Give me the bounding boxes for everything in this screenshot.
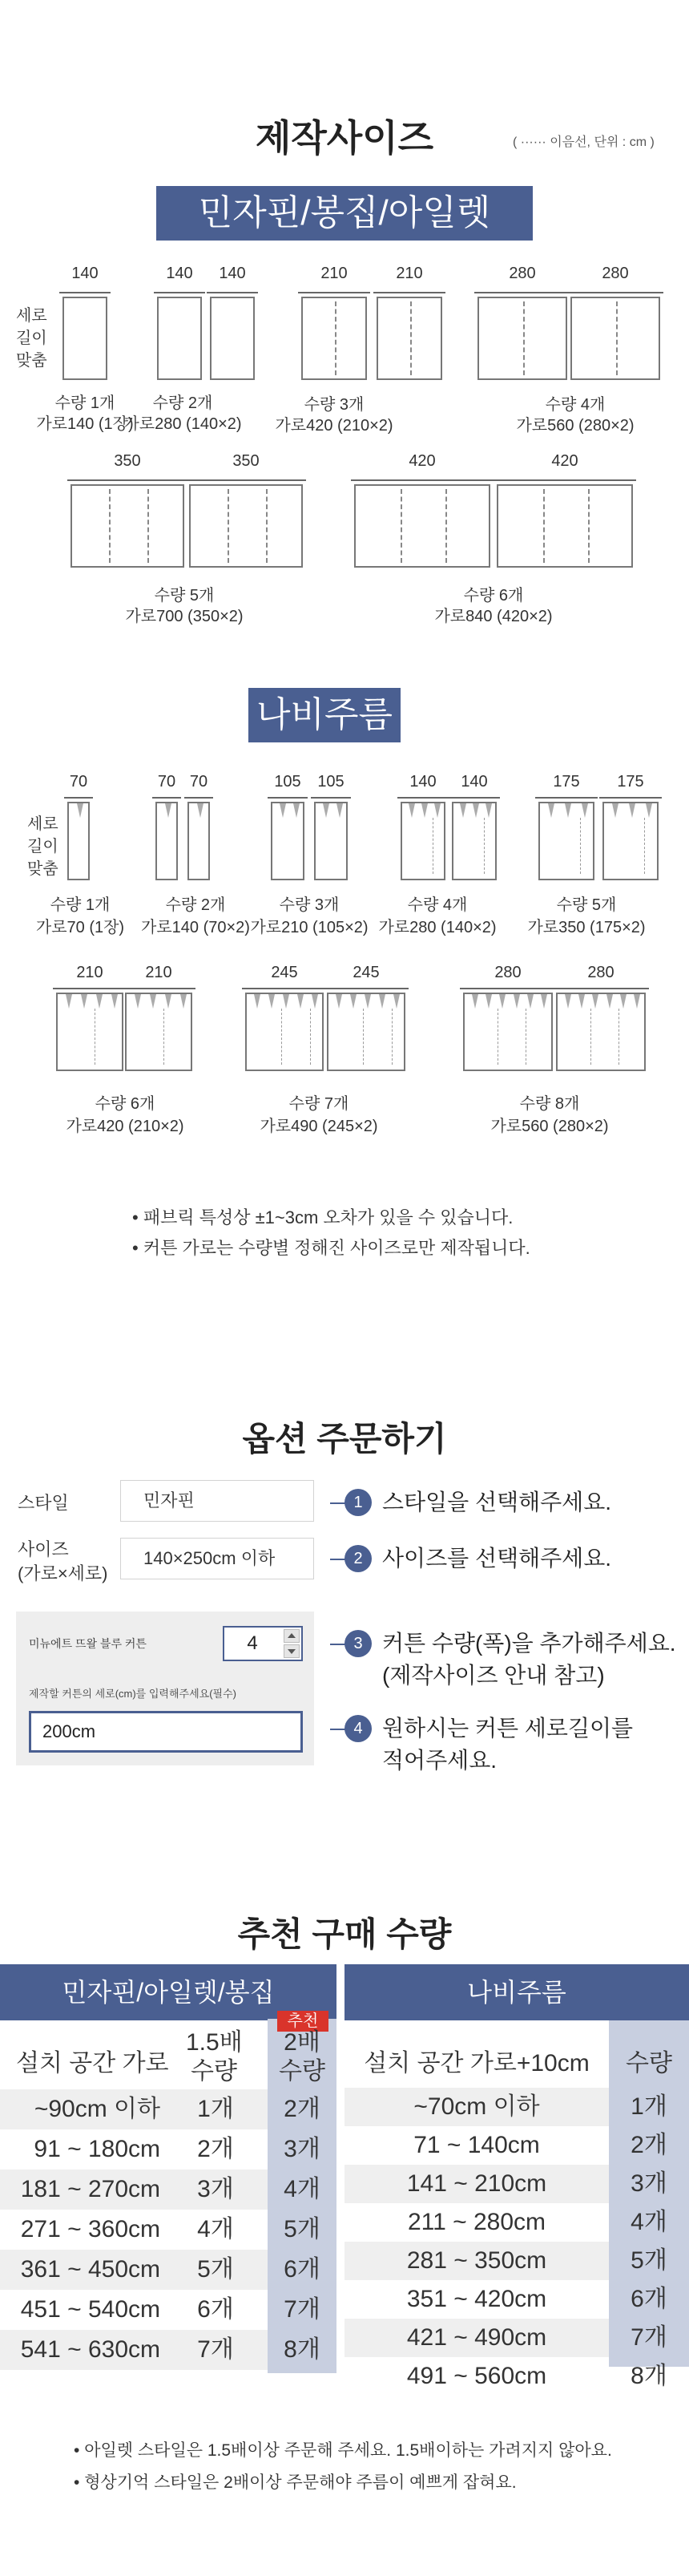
right-table-header: 나비주름 [344, 1964, 689, 2020]
panel-width-label: 280 [509, 265, 536, 282]
qty-caption: 수량 5개 [556, 896, 617, 914]
curtain-panel [570, 297, 660, 380]
panel-width-label: 210 [320, 265, 348, 282]
qty-caption: 수량 4개 [407, 896, 468, 914]
qty-cell: 2개 [197, 2136, 234, 2162]
qty-caption: 수량 1개 [54, 394, 115, 412]
seam-line [616, 301, 618, 375]
step-2-badge: 2 [344, 1545, 372, 1572]
table-row [0, 2290, 336, 2330]
qty-cell: 3개 [284, 2136, 320, 2162]
curtain-rod [449, 797, 500, 799]
qty-cell: 8개 [631, 2363, 667, 2389]
curtain-panel [245, 993, 324, 1071]
curtain-rod [64, 797, 93, 799]
curtain-rod [59, 292, 111, 293]
curtain-panel [62, 297, 107, 380]
pleat-mark [565, 994, 571, 1009]
qty-caption: 수량 6개 [463, 587, 524, 605]
qty-cell: 1개 [631, 2093, 667, 2120]
pleat-mark [434, 803, 441, 818]
pleat-mark [629, 803, 635, 818]
qty-cell: 5개 [284, 2216, 320, 2242]
qty-caption: 수량 4개 [545, 396, 606, 414]
curtain-rod [351, 479, 494, 481]
pleat-mark [514, 994, 520, 1009]
total-caption: 가로560 (280×2) [516, 417, 635, 435]
space-range-cell: 271 ~ 360cm [20, 2216, 160, 2242]
step-4-text: 원하시는 커튼 세로길이를 적어주세요. [382, 1716, 634, 1773]
pleat-mark [565, 803, 571, 818]
nabi-side-label: 세로 길이 맞춤 [27, 815, 58, 878]
seam-line [445, 489, 447, 563]
pleat-mark [150, 994, 156, 1009]
step-1-badge: 1 [344, 1489, 372, 1516]
seam-line [580, 818, 581, 874]
left-col-2x: 2배 수량 [279, 2029, 325, 2085]
space-range-cell: 141 ~ 210cm [406, 2170, 547, 2197]
space-range-cell: 351 ~ 420cm [406, 2286, 547, 2312]
total-caption: 가로840 (420×2) [434, 608, 553, 625]
total-caption: 가로210 (105×2) [250, 919, 369, 936]
curtain-panel [71, 484, 184, 568]
curtain-rod [460, 988, 556, 989]
qty-cell: 7개 [284, 2296, 320, 2323]
recommend-title: 추천 구매 수량 [237, 1915, 452, 1953]
step-3-text: 커튼 수량(폭)을 추가해주세요. (제작사이즈 안내 참고) [382, 1631, 676, 1688]
panel-width-label: 70 [69, 773, 88, 791]
size-select[interactable]: 140×250cm 이하 [120, 1538, 314, 1579]
space-range-cell: ~90cm 이하 [34, 2096, 160, 2122]
pleat-mark [472, 994, 478, 1009]
pleat-mark [460, 803, 466, 818]
recommend-note-2: • 형상기억 스타일은 2배이상 주문해야 주름이 예쁘게 잡혀요. [74, 2473, 517, 2492]
total-caption: 가로70 (1장) [35, 919, 125, 936]
seam-line [163, 1009, 164, 1065]
qty-cell: 8개 [284, 2336, 320, 2363]
step-2-text: 사이즈를 선택해주세요. [382, 1546, 612, 1571]
table-row [0, 2129, 336, 2170]
seam-line [310, 1009, 311, 1065]
seam-line [228, 489, 229, 563]
curtain-rod [311, 797, 351, 799]
total-caption: 가로140 (70×2) [141, 919, 250, 936]
panel-width-label: 420 [551, 452, 578, 470]
qty-cell: 4개 [631, 2209, 667, 2235]
curtain-rod [268, 797, 308, 799]
table-row [344, 2357, 689, 2396]
curtain-rod [152, 797, 181, 799]
table-row [344, 2242, 689, 2280]
curtain-rod [599, 797, 662, 799]
minja-side-label: 세로 길이 맞춤 [16, 307, 47, 370]
qty-decrease-button[interactable] [284, 1644, 300, 1658]
left-table-header: 민자핀/아일렛/봉집 [0, 1964, 336, 2020]
space-range-cell: 281 ~ 350cm [406, 2247, 547, 2274]
qty-cell: 2개 [284, 2096, 320, 2122]
curtain-rod [397, 797, 449, 799]
panel-width-label: 280 [494, 964, 522, 981]
qty-cell: 4개 [197, 2216, 234, 2242]
seam-line [644, 818, 645, 874]
seam-line [335, 301, 336, 375]
table-row [0, 2330, 336, 2370]
left-col-space: 설치 공간 가로 [16, 2050, 169, 2077]
panel-width-label: 245 [271, 964, 298, 981]
pleat-mark [96, 994, 103, 1009]
panel-width-label: 420 [409, 452, 436, 470]
table-row [344, 2203, 689, 2242]
table-row [0, 2170, 336, 2210]
panel-width-label: 70 [157, 773, 176, 791]
nabi-note-2: • 커튼 가로는 수량별 정해진 사이즈로만 제작됩니다. [132, 1238, 530, 1258]
seam-line [523, 301, 525, 375]
panel-width-label: 140 [71, 265, 99, 282]
qty-caption: 수량 2개 [165, 896, 226, 914]
curtain-panel [452, 802, 497, 880]
pleat-mark [409, 803, 415, 818]
height-label: 제작할 커튼의 세로(cm)를 입력해주세요(필수) [29, 1688, 236, 1700]
curtain-panel [67, 802, 90, 880]
step-4-badge: 4 [344, 1715, 372, 1742]
pleat-mark [293, 803, 300, 818]
pleat-mark [350, 994, 357, 1009]
pleat-mark [606, 994, 613, 1009]
curtain-panel [327, 993, 405, 1071]
pleat-mark [548, 803, 554, 818]
pleat-mark [66, 994, 72, 1009]
pleat-mark [365, 994, 371, 1009]
size-section-title: 제작사이즈 [255, 117, 434, 159]
total-caption: 가로280 (140×2) [378, 919, 497, 936]
pleat-mark [77, 803, 83, 818]
pleat-mark [578, 994, 585, 1009]
pleat-mark [283, 994, 289, 1009]
pleat-mark [634, 994, 640, 1009]
pleat-mark [268, 994, 275, 1009]
qty-cell: 6개 [197, 2296, 234, 2323]
qty-cell: 5개 [631, 2247, 667, 2274]
qty-caption: 수량 3개 [279, 896, 340, 914]
panel-width-label: 350 [232, 452, 260, 470]
panel-width-label: 350 [114, 452, 141, 470]
total-caption: 가로420 (210×2) [66, 1118, 184, 1135]
pleat-mark [297, 994, 304, 1009]
table-row [344, 2126, 689, 2165]
pleat-mark [620, 994, 627, 1009]
curtain-panel [157, 297, 202, 380]
pleat-mark [646, 803, 652, 818]
qty-caption: 수량 5개 [154, 587, 215, 605]
table-row [0, 2089, 336, 2129]
curtain-rod [122, 988, 195, 989]
pleat-mark [254, 994, 260, 1009]
curtain-panel [354, 484, 490, 568]
curtain-rod [474, 292, 570, 293]
nabi-note-1: • 패브릭 특성상 ±1~3cm 오차가 있을 수 있습니다. [132, 1207, 514, 1227]
space-range-cell: 91 ~ 180cm [34, 2136, 160, 2162]
pleat-mark [135, 994, 141, 1009]
pleat-mark [527, 994, 534, 1009]
qty-caption: 수량 6개 [95, 1095, 155, 1113]
right-col-qty: 수량 [626, 2050, 672, 2077]
panel-width-label: 210 [145, 964, 172, 981]
pleat-mark [499, 994, 506, 1009]
qty-cell: 6개 [284, 2256, 320, 2283]
panel-width-label: 210 [76, 964, 103, 981]
height-input[interactable]: 200cm [29, 1711, 303, 1753]
space-range-cell: 421 ~ 490cm [406, 2324, 547, 2351]
qty-caption: 수량 3개 [304, 396, 365, 414]
total-caption: 가로560 (280×2) [490, 1118, 609, 1135]
qty-caption: 수량 8개 [519, 1095, 580, 1113]
qty-cell: 4개 [284, 2176, 320, 2202]
seam-line [109, 489, 111, 563]
curtain-panel [463, 993, 553, 1071]
seam-line [410, 301, 412, 375]
product-label: 미뉴에트 뜨왈 블루 커튼 [29, 1637, 147, 1650]
pleat-mark [323, 803, 329, 818]
recommend-badge: 추천 [277, 2011, 328, 2032]
panel-width-label: 140 [219, 265, 246, 282]
pleat-mark [336, 994, 342, 1009]
curtain-rod [324, 988, 409, 989]
pleat-mark [592, 994, 598, 1009]
space-range-cell: 181 ~ 270cm [20, 2176, 160, 2202]
table-row [344, 2280, 689, 2319]
curtain-rod [242, 988, 327, 989]
seam-line [281, 1009, 282, 1065]
qty-cell: 1개 [197, 2096, 234, 2122]
seam-line [543, 489, 545, 563]
qty-cell: 3개 [631, 2170, 667, 2197]
style-label: 스타일 [18, 1493, 69, 1513]
panel-width-label: 105 [317, 773, 344, 791]
qty-cell: 3개 [197, 2176, 234, 2202]
pleat-mark [165, 803, 171, 818]
total-caption: 가로350 (175×2) [527, 919, 646, 936]
panel-width-label: 210 [396, 265, 423, 282]
pleat-mark [312, 994, 318, 1009]
recommend-note-1: • 아일렛 스타일은 1.5배이상 주문해 주세요. 1.5배이하는 가려지지 않아요. [74, 2441, 612, 2460]
curtain-panel [187, 802, 210, 880]
space-range-cell: 451 ~ 540cm [20, 2296, 160, 2323]
pleat-mark [111, 994, 118, 1009]
curtain-rod [53, 988, 127, 989]
left-col-1-5x: 1.5배 수량 [186, 2029, 243, 2085]
pleat-mark [81, 994, 87, 1009]
curtain-panel [314, 802, 348, 880]
pleat-mark [336, 803, 343, 818]
space-range-cell: 211 ~ 280cm [407, 2209, 546, 2235]
minja-banner: 민자핀/봉집/아일렛 [156, 186, 533, 241]
style-select[interactable]: 민자핀 [120, 1480, 314, 1522]
pleat-mark [486, 803, 492, 818]
pleat-mark [379, 994, 385, 1009]
total-caption: 가로140 (1장) [36, 415, 134, 433]
curtain-panel [155, 802, 178, 880]
seam-line [363, 1009, 364, 1065]
curtain-panel [556, 993, 646, 1071]
total-caption: 가로490 (245×2) [260, 1118, 378, 1135]
seam-line [484, 818, 485, 874]
qty-stepper[interactable] [223, 1626, 303, 1661]
curtain-rod [184, 797, 213, 799]
pleat-mark [473, 803, 479, 818]
curtain-rod [186, 479, 306, 481]
qty-cell: 2개 [631, 2132, 667, 2158]
qty-cell: 5개 [197, 2256, 234, 2283]
seam-line [147, 489, 149, 563]
panel-width-label: 280 [587, 964, 614, 981]
curtain-panel [271, 802, 304, 880]
curtain-panel [301, 297, 367, 380]
qty-caption: 수량 1개 [50, 896, 111, 914]
curtain-rod [67, 479, 187, 481]
total-caption: 가로280 (140×2) [123, 415, 242, 433]
curtain-panel [189, 484, 303, 568]
table-row [344, 2088, 689, 2126]
seam-line [401, 489, 402, 563]
space-range-cell: 491 ~ 560cm [406, 2363, 547, 2389]
curtain-panel [56, 993, 123, 1071]
table-row [344, 2319, 689, 2357]
panel-width-label: 175 [553, 773, 580, 791]
curtain-panel [477, 297, 567, 380]
qty-cell: 6개 [631, 2286, 667, 2312]
curtain-panel [538, 802, 594, 880]
seam-line [618, 1009, 619, 1065]
unit-legend: ( ······ 이음선, 단위 : cm ) [513, 135, 655, 149]
qty-value[interactable]: 4 [247, 1632, 258, 1654]
pleat-mark [165, 994, 171, 1009]
seam-line [588, 489, 590, 563]
qty-caption: 수량 7개 [288, 1095, 349, 1113]
curtain-rod [207, 292, 258, 293]
order-box [16, 1612, 314, 1765]
panel-width-label: 140 [409, 773, 437, 791]
panel-width-label: 140 [166, 265, 193, 282]
curtain-rod [567, 292, 663, 293]
pleat-mark [180, 994, 187, 1009]
curtain-rod [494, 479, 636, 481]
pleat-mark [197, 803, 203, 818]
curtain-rod [553, 988, 649, 989]
seam-line [266, 489, 268, 563]
pleat-mark [421, 803, 428, 818]
seam-line [590, 1009, 591, 1065]
table-row [0, 2250, 336, 2290]
curtain-rod [298, 292, 370, 293]
pleat-mark [582, 803, 588, 818]
right-col-space: 설치 공간 가로+10cm [364, 2050, 590, 2077]
pleat-mark [280, 803, 286, 818]
pleat-mark [541, 994, 547, 1009]
pleat-mark [393, 994, 400, 1009]
size-label: 사이즈 (가로×세로) [18, 1539, 108, 1583]
nabi-banner: 나비주름 [248, 688, 401, 742]
step-1-text: 스타일을 선택해주세요. [382, 1490, 612, 1514]
table-row [0, 2210, 336, 2250]
total-caption: 가로700 (350×2) [125, 608, 244, 625]
curtain-panel [497, 484, 633, 568]
arrow-down-icon [288, 1649, 296, 1654]
panel-width-label: 175 [617, 773, 644, 791]
order-section-title: 옵션 주문하기 [242, 1420, 447, 1458]
qty-caption: 수량 2개 [152, 394, 213, 412]
seam-line [392, 1009, 393, 1065]
curtain-rod [154, 292, 205, 293]
panel-width-label: 105 [274, 773, 301, 791]
total-caption: 가로420 (210×2) [275, 417, 393, 435]
arrow-up-icon [288, 1633, 296, 1638]
qty-increase-button[interactable] [284, 1629, 300, 1643]
curtain-panel [401, 802, 445, 880]
qty-cell: 7개 [197, 2336, 234, 2363]
pleat-mark [612, 803, 618, 818]
curtain-rod [535, 797, 598, 799]
space-range-cell: 361 ~ 450cm [20, 2256, 160, 2283]
pleat-mark [486, 994, 492, 1009]
curtain-rod [373, 292, 445, 293]
curtain-panel [210, 297, 255, 380]
space-range-cell: 71 ~ 140cm [413, 2132, 540, 2158]
panel-width-label: 140 [461, 773, 488, 791]
space-range-cell: 541 ~ 630cm [20, 2336, 160, 2363]
qty-cell: 7개 [631, 2324, 667, 2351]
step-3-badge: 3 [344, 1630, 372, 1657]
table-row [344, 2165, 689, 2203]
curtain-panel [377, 297, 442, 380]
curtain-panel [125, 993, 192, 1071]
panel-width-label: 280 [602, 265, 629, 282]
panel-width-label: 245 [353, 964, 380, 981]
space-range-cell: ~70cm 이하 [413, 2093, 540, 2120]
panel-width-label: 70 [189, 773, 208, 791]
curtain-panel [602, 802, 659, 880]
